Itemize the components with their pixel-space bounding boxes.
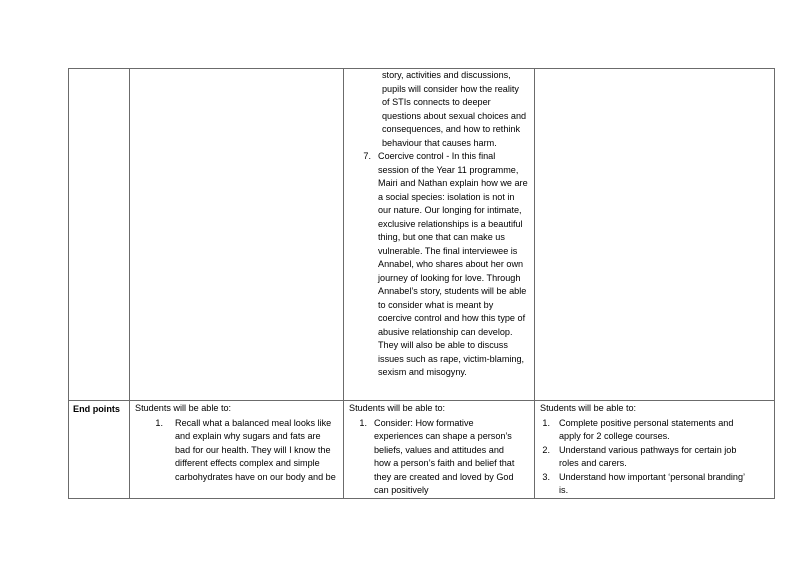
intro-text: Students will be able to: [540,403,637,413]
intro-text: Students will be able to: [135,403,232,413]
list-item [344,150,534,380]
list-text: Understand various pathways for certain job roles and carers. [559,444,737,468]
list-number: 1. [542,417,550,428]
list-text: Complete positive personal statements and apply for 2 college courses. [559,417,734,441]
table-row [69,69,775,401]
table-cell [535,69,775,401]
curriculum-table [68,68,775,499]
list-text: Recall what a balanced meal looks like and explain why sugars and fats are bad for our health. They will I know the different effects complex and simple carbohydrates have on our body and be [175,417,336,482]
table-cell [344,69,535,401]
intro-text: Students will be able to: [349,403,446,413]
list-number: 3. [542,471,550,482]
list [130,416,343,485]
row-label-cell [69,401,130,499]
list-item [540,444,756,471]
list-number: 1. [359,417,367,428]
list-item [540,417,756,444]
row-label: End points [73,404,120,414]
list-text: Understand how important ‘personal branding’ is. [559,471,745,495]
list-item [135,417,337,485]
list [535,416,774,498]
paragraph-continuation: story, activities and discussions, pupils will consider how the reality of STIs connects to deeper questions about sexual choices and consequences, and how to rethink behaviour that causes harm. [382,70,527,148]
table-cell [344,401,535,499]
list [344,416,534,498]
list-item [349,417,518,498]
list-text: Coercive control - In this final session of the Year 11 programme, Mairi and Nathan explain how we are a social species: isolation is not in our nature. Our longing for intimate, exclusive relationships is a beautiful thing, but one that can make us vulnerable. The final interviewee is Annabel, who shares about her own journey of looking for love. Through Annabel’s story, students will be able to consider what is meant by coercive control and how this type of abusive relationship can develop. They will also be able to discuss issues such as rape, victim-blaming, sexism and misogyny. [378,151,528,377]
row-label-cell [69,69,130,401]
list-item [540,471,756,498]
table-cell [130,69,344,401]
table-row [69,401,775,499]
table-cell [130,401,344,499]
list-number: 2. [542,444,550,455]
list-text: Consider: How formative experiences can shape a person’s beliefs, values and attitudes and how a person’s faith and belief that they are created and loved by God can positively [374,417,515,495]
list-number: 1. [155,417,163,428]
list-number: 7. [363,151,371,161]
table-cell [535,401,775,499]
